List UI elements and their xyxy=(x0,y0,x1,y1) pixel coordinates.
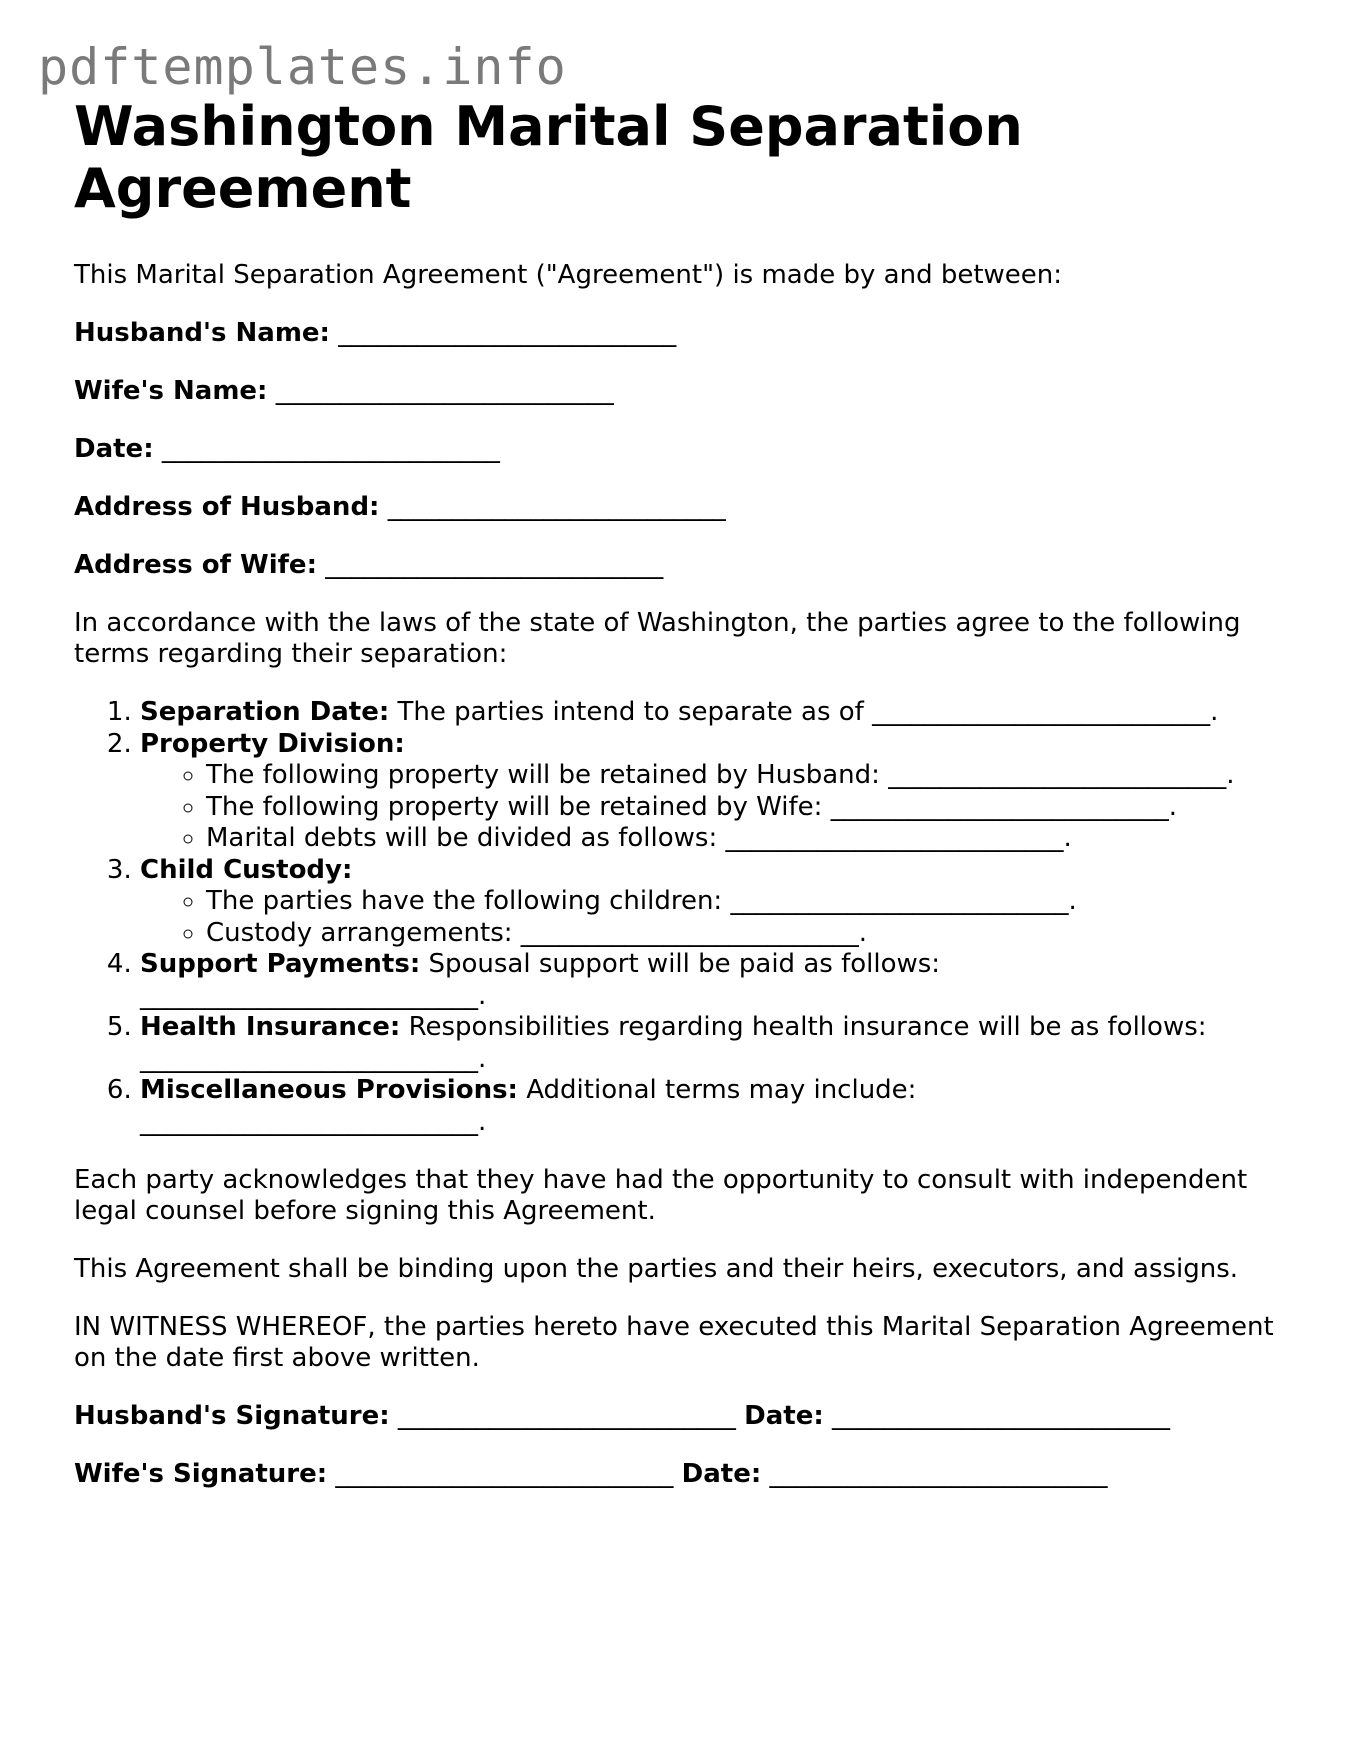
husband-signature-blank[interactable]: __________________________ xyxy=(397,1401,736,1431)
list-item: ◦ Custody arrangements: __________________________. xyxy=(206,918,1274,950)
field-husband-name xyxy=(74,318,1274,349)
counsel-text: Each party acknowledges that they have had the opportunity to consult with independent legal counsel before signing this Agreement. xyxy=(74,1165,1248,1226)
watermark: pdftemplates.info xyxy=(38,38,567,96)
field-address-wife xyxy=(74,550,1274,581)
misc-blank[interactable]: __________________________ xyxy=(140,1106,478,1137)
term-support-payments: 4. Support Payments: Spousal support will be paid as follows: __________________________. xyxy=(140,949,1274,1012)
wife-name-blank[interactable]: __________________________ xyxy=(275,376,614,406)
witness-text: IN WITNESS WHEREOF, the parties hereto have executed this Marital Separation Agreement on the date first above written. xyxy=(74,1312,1274,1373)
list-item: ◦ The following property will be retained by Wife: __________________________. xyxy=(206,792,1274,824)
term-text: Spousal support will be paid as follows: xyxy=(428,949,941,979)
separation-date-blank[interactable]: __________________________ xyxy=(872,697,1211,727)
husband-name-blank[interactable]: __________________________ xyxy=(338,318,677,348)
husband-property-blank[interactable]: __________________________ xyxy=(888,760,1227,790)
item-text: Custody arrangements: xyxy=(206,917,513,948)
term-text: Additional terms may include: xyxy=(526,1075,917,1105)
date-blank[interactable]: __________________________ xyxy=(161,434,500,464)
list-item: ◦ Marital debts will be divided as follows: __________________________. xyxy=(206,823,1274,855)
item-text: The following property will be retained by Wife: xyxy=(206,791,823,822)
children-blank[interactable]: __________________________ xyxy=(730,886,1069,916)
item-text: Marital debts will be divided as follows: xyxy=(206,823,718,853)
field-label: Address of Husband: xyxy=(74,492,380,522)
term-health-insurance: 5. Health Insurance: Responsibilities regarding health insurance will be as follows: __________________________. xyxy=(140,1012,1274,1075)
term-text: The parties intend to separate as of xyxy=(397,697,864,727)
field-address-husband xyxy=(74,492,1274,523)
list-item: ◦ The following property will be retained by Husband: __________________________. xyxy=(206,760,1274,792)
field-label: Date: xyxy=(74,434,154,464)
term-text: Responsibilities regarding health insurance will be as follows: xyxy=(408,1012,1207,1042)
husband-signature-line xyxy=(74,1401,1274,1432)
debts-blank[interactable]: __________________________ xyxy=(725,823,1064,853)
address-wife-blank[interactable]: __________________________ xyxy=(325,550,664,580)
support-blank[interactable]: __________________________ xyxy=(140,980,478,1011)
field-wife-name xyxy=(74,376,1274,407)
wife-signature-line xyxy=(74,1459,1274,1490)
list-item: ◦ The parties have the following children: __________________________. xyxy=(206,886,1274,918)
item-text: The parties have the following children: xyxy=(206,886,723,916)
signature-label: Husband's Signature: xyxy=(74,1401,390,1431)
property-sublist xyxy=(140,760,1274,855)
document-title: Washington Marital Separation Agreement xyxy=(74,95,1023,220)
term-miscellaneous: 6. Miscellaneous Provisions: Additional terms may include: __________________________. xyxy=(140,1075,1274,1138)
term-label: Separation Date: xyxy=(140,697,390,727)
term-property-division xyxy=(140,729,1274,855)
term-label: Miscellaneous Provisions: xyxy=(140,1075,518,1105)
field-date xyxy=(74,434,1274,465)
husband-date-blank[interactable]: __________________________ xyxy=(832,1401,1170,1431)
wife-property-blank[interactable]: __________________________ xyxy=(830,791,1169,822)
intro-text: This Marital Separation Agreement ("Agreement") is made by and between: xyxy=(74,260,1063,290)
item-text: The following property will be retained by Husband: xyxy=(206,760,880,790)
date-label: Date: xyxy=(744,1401,824,1431)
term-label: Support Payments: xyxy=(140,949,421,979)
custody-sublist xyxy=(140,886,1274,949)
terms-list xyxy=(74,697,1274,1138)
address-husband-blank[interactable]: __________________________ xyxy=(387,492,726,522)
field-label: Husband's Name: xyxy=(74,318,330,348)
term-label: Health Insurance: xyxy=(140,1012,401,1042)
wife-date-blank[interactable]: __________________________ xyxy=(769,1459,1108,1489)
term-label: Property Division: xyxy=(140,728,405,759)
binding-text: This Agreement shall be binding upon the parties and their heirs, executors, and assigns. xyxy=(74,1254,1239,1284)
custody-blank[interactable]: __________________________ xyxy=(520,917,859,948)
field-label: Wife's Name: xyxy=(74,376,268,406)
terms-intro-text: In accordance with the laws of the state of Washington, the parties agree to the following terms regarding their separation: xyxy=(74,608,1241,669)
date-label: Date: xyxy=(681,1459,762,1489)
document-page xyxy=(74,96,1274,1490)
term-child-custody xyxy=(140,855,1274,950)
field-label: Address of Wife: xyxy=(74,550,317,580)
wife-signature-blank[interactable]: __________________________ xyxy=(335,1459,674,1489)
term-separation-date: 1. Separation Date: The parties intend to separate as of __________________________. xyxy=(140,697,1274,729)
health-blank[interactable]: __________________________ xyxy=(140,1043,478,1074)
signature-label: Wife's Signature: xyxy=(74,1459,328,1489)
term-label: Child Custody: xyxy=(140,854,353,885)
